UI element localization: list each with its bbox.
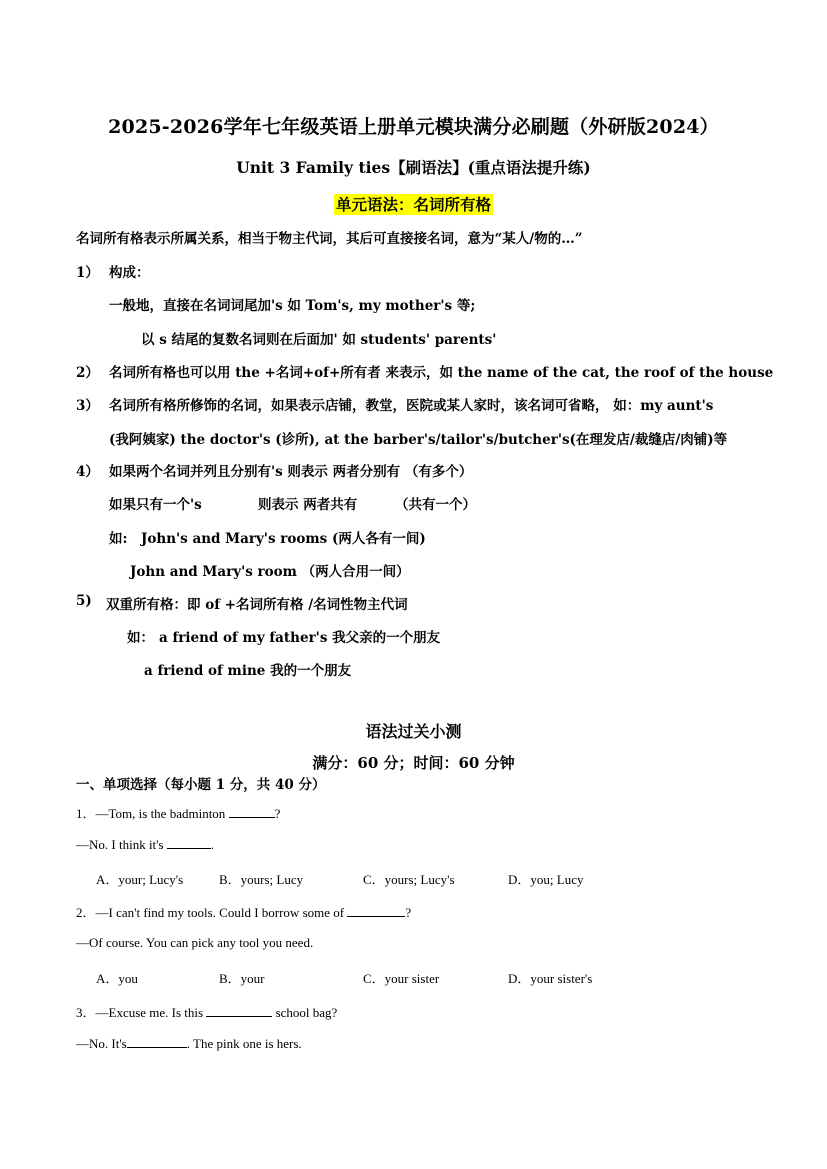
grammar-intro: 名词所有格表示所属关系，相当于物主代词，其后可直接接名词，意为“某人/物的…” <box>76 231 583 247</box>
unit-subtitle: Unit 3 Family ties【刷语法】(重点语法提升练) <box>236 158 591 177</box>
question-3-stem: 3．—Excuse me. Is this school bag? <box>76 1005 338 1020</box>
point-3-line-a: 名词所有格所修饰的名词，如果表示店铺，教堂，医院或某人家时，该名词可省略， 如：my aunt's <box>109 398 714 414</box>
grammar-topic-heading <box>0 193 827 215</box>
section-heading: 一、单项选择（每小题 1 分，共 40 分） <box>76 777 326 793</box>
question-1-stem: 1．—Tom, is the badminton ? <box>76 806 281 821</box>
question-1-option-c[interactable]: C．yours; Lucy's <box>363 872 455 887</box>
grammar-topic-label: 单元语法：名词所有格 <box>335 195 491 214</box>
page-title: 2025-2026学年七年级英语上册单元模块满分必刷题（外研版2024） <box>108 116 719 138</box>
question-2-option-a[interactable]: A．you <box>96 971 138 986</box>
point-5-example-label: 如： <box>127 630 154 646</box>
question-1-option-d[interactable]: D．you; Lucy <box>508 872 584 887</box>
point-5-number: 5) <box>76 593 92 609</box>
point-3-line-b: (我阿姨家) the doctor's (诊所), at the barber's/tailor's/butcher's(在理发店/裁缝店/肉铺)等 <box>109 432 728 448</box>
point-2-number: 2） <box>76 365 99 381</box>
question-1-option-a[interactable]: A．your; Lucy's <box>96 872 184 887</box>
question-2-option-c[interactable]: C．your sister <box>363 971 440 986</box>
question-3-reply: —No. It's . The pink one is hers. <box>76 1036 302 1051</box>
point-1-line-b: 以 s 结尾的复数名词则在后面加' 如 students' parents' <box>141 332 497 348</box>
answer-blank <box>229 805 275 818</box>
point-4-line-b2: 则表示 两者共有 <box>258 497 358 513</box>
question-2-reply: —Of course. You can pick any tool you need. <box>76 935 314 950</box>
point-1-heading: 构成： <box>109 265 150 281</box>
point-5-example-b: a friend of mine 我的一个朋友 <box>144 663 352 679</box>
answer-blank <box>167 836 211 849</box>
question-1-option-b[interactable]: B．yours; Lucy <box>219 872 304 887</box>
point-1-number: 1） <box>76 265 99 281</box>
point-4-example-label: 如: <box>109 531 128 547</box>
point-4-example-a: John's and Mary's rooms (两人各有一间) <box>141 531 426 547</box>
answer-blank <box>206 1004 272 1017</box>
quiz-title: 语法过关小测 <box>365 722 462 741</box>
point-4-number: 4） <box>76 464 99 480</box>
quiz-meta: 满分：60 分；时间：60 分钟 <box>312 754 515 772</box>
point-1-line-a: 一般地，直接在名词词尾加's 如 Tom's, my mother's 等; <box>109 298 476 314</box>
point-5-text: 双重所有格：即 of +名词所有格 /名词性物主代词 <box>106 597 408 613</box>
question-1-reply: —No. I think it's . <box>76 837 215 852</box>
point-4-line-b3: （共有一个） <box>395 497 476 513</box>
point-4-example-b: John and Mary's room （两人合用一间） <box>130 564 410 580</box>
question-2-option-b[interactable]: B．your <box>219 971 265 986</box>
point-4-line-a: 如果两个名词并列且分别有's 则表示 两者分别有 （有多个） <box>109 464 473 480</box>
point-2-text: 名词所有格也可以用 the +名词+of+所有者 来表示，如 the name of the cat, the roof of the house <box>109 365 774 381</box>
question-2-option-d[interactable]: D．your sister's <box>508 971 593 986</box>
point-4-line-b1: 如果只有一个's <box>109 497 202 513</box>
point-3-number: 3） <box>76 398 99 414</box>
answer-blank <box>347 904 405 917</box>
point-5-example-a: a friend of my father's 我父亲的一个朋友 <box>159 630 441 646</box>
question-2-stem: 2．—I can't find my tools. Could I borrow some of ? <box>76 905 412 920</box>
answer-blank <box>127 1035 187 1048</box>
